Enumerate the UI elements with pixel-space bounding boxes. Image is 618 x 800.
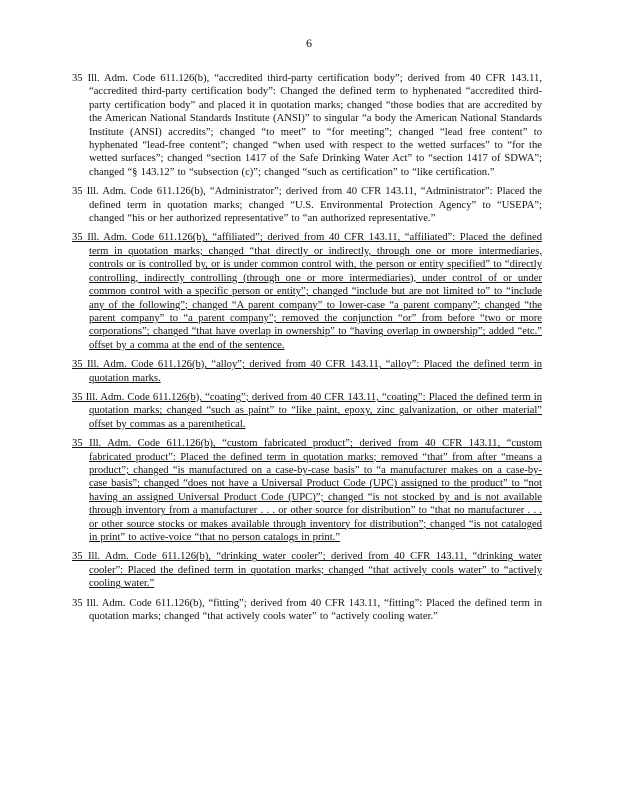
- note-accredited-body: 35 Ill. Adm. Code 611.126(b), “accredited third-party certification body”; derived from 40 CFR 143.11, “accredited third-party certification body”: Changed the defined term to hyphenated “accredited third-party certification body” and placed it in quotation marks; changed “those bodies that are accredited by the American National Standards Institute (ANSI)” to singular “a body the American National Standards Institute (ANSI) accredits”; changed “to meet” to “for meeting”; changed “lead free content” to hyphenated “lead-free content”; changed “when used with respect to the wetted surfaces” to “for the wetted surfaces”; changed “section 1417 of the Safe Drinking Water Act” to “section 1417 of SDWA”; changed “§ 143.12” to “subsection (c)”; changed “such as certification” to “like certification.”: [72, 73, 542, 178]
- note-alloy: 35 Ill. Adm. Code 611.126(b), “alloy”; derived from 40 CFR 143.11, “alloy”: Placed the defined term in quotation marks.: [72, 359, 542, 384]
- note-drinking-water-cooler: 35 Ill. Adm. Code 611.126(b), “drinking water cooler”; derived from 40 CFR 143.11, “drinking water cooler”: Placed the defined term in quotation marks; changed “that actively cools water” to “actively cooling water.”: [72, 551, 542, 590]
- note-coating: 35 Ill. Adm. Code 611.126(b), “coating”; derived from 40 CFR 143.11, “coating”: Placed the defined term in quotation marks; changed “such as paint” to “like paint, epoxy, zinc galvanization, or other material” offset by commas as a parenthetical.: [72, 391, 542, 430]
- note-administrator: 35 Ill. Adm. Code 611.126(b), “Administrator”; derived from 40 CFR 143.11, “Administrator”: Placed the defined term in quotation marks; changed “U.S. Environmental Protection Agency” to “USEPA”; changed “his or her authorized representative” to “an authorized representative.”: [72, 186, 542, 225]
- derivation-notes: [72, 72, 542, 629]
- note-fitting: 35 Ill. Adm. Code 611.126(b), “fitting”; derived from 40 CFR 143.11, “fitting”: Placed the defined term in quotation marks; changed “that actively cools water” to “actively cooling water.”: [72, 597, 542, 623]
- note-custom-fabricated-product: 35 Ill. Adm. Code 611.126(b), “custom fabricated product”; derived from 40 CFR 143.11, “custom fabricated product”: Placed the defined term in quotation marks; removed “that” from after “means a product”; changed “is manufactured on a case-by-case basis” to “a manufacturer makes on a case-by-case basis”; changed “does not have a Universal Product Code (UPC) assigned to the product” to “not having an assigned Universal Product Code (UPC)”; changed “is not stocked by and is not available through inventory from a manufacturer . . . or other source for distribution” to “that no manufacturer . . . or other source stocks or makes available through inventory for distribution”; changed “is not cataloged in print” to active-voice “that no person catalogs in print.”: [72, 438, 542, 543]
- page-number: 6: [306, 36, 312, 50]
- note-affiliated: 35 Ill. Adm. Code 611.126(b), “affiliated”; derived from 40 CFR 143.11, “affiliated”: Placed the defined term in quotation marks; changed “that directly or indirectly, through one or more intermediaries, controls or is controlled by, or is under common control with, the person or entity specified” to “directly controlling, indirectly controlling (through one or more intermediaries), under control of or under common control with a specific person or entity”; changed “include but are not limited to” to “include any of the following”; changed “A parent company” to lower-case “a parent company”; changed “the parent company” to “a parent company”; removed the conjunction “or” from before “two or more corporations”; changed “that have overlap in ownership” to “having overlap in ownership”; added “etc.” offset by a comma at the end of the sentence.: [72, 232, 542, 351]
